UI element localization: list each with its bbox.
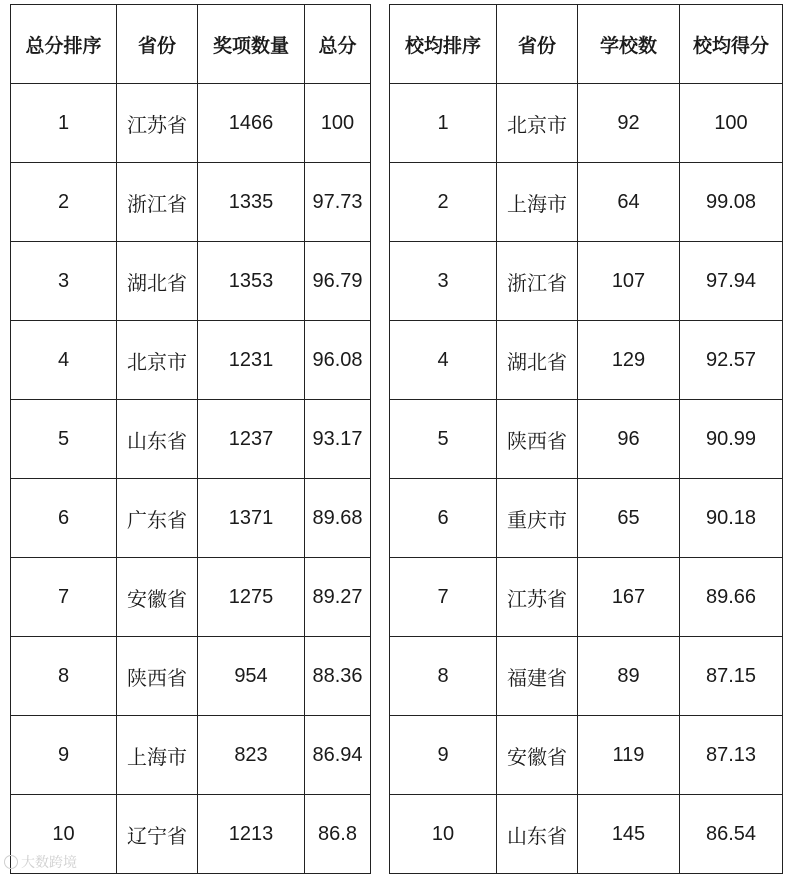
table-row (11, 637, 371, 716)
province-cell: 江苏省 (117, 84, 198, 163)
table-row (390, 242, 783, 321)
watermark-text: 大数跨境 (21, 855, 77, 871)
school-count-cell: 96 (578, 400, 680, 479)
award-count-cell: 1213 (198, 795, 305, 874)
average-score-cell: 86.54 (680, 795, 783, 874)
province-cell: 山东省 (117, 400, 198, 479)
school-count-cell: 89 (578, 637, 680, 716)
rank-cell: 6 (11, 479, 117, 558)
province-cell: 安徽省 (497, 716, 578, 795)
total-score-ranking-table (10, 4, 371, 874)
rank-cell: 1 (390, 84, 497, 163)
rank-cell: 4 (11, 321, 117, 400)
header-average-rank: 校均排序 (390, 5, 497, 84)
rank-cell: 1 (11, 84, 117, 163)
province-cell: 福建省 (497, 637, 578, 716)
table-header-row (11, 5, 371, 84)
watermark (4, 852, 77, 872)
school-count-cell: 119 (578, 716, 680, 795)
rank-cell: 7 (390, 558, 497, 637)
total-score-cell: 96.08 (305, 321, 371, 400)
total-score-cell: 86.8 (305, 795, 371, 874)
award-count-cell: 954 (198, 637, 305, 716)
school-count-cell: 167 (578, 558, 680, 637)
total-score-cell: 89.27 (305, 558, 371, 637)
award-count-cell: 1353 (198, 242, 305, 321)
award-count-cell: 1466 (198, 84, 305, 163)
table-row (11, 716, 371, 795)
per-school-ranking-table (389, 4, 783, 874)
average-score-cell: 97.94 (680, 242, 783, 321)
header-average-score: 校均得分 (680, 5, 783, 84)
average-score-cell: 87.13 (680, 716, 783, 795)
province-cell: 陕西省 (497, 400, 578, 479)
province-cell: 浙江省 (117, 163, 198, 242)
rank-cell: 8 (11, 637, 117, 716)
rank-cell: 9 (390, 716, 497, 795)
rank-cell: 5 (11, 400, 117, 479)
rank-cell: 8 (390, 637, 497, 716)
rank-cell: 10 (11, 795, 117, 874)
rank-cell: 9 (11, 716, 117, 795)
rank-cell: 4 (390, 321, 497, 400)
total-score-cell: 97.73 (305, 163, 371, 242)
school-count-cell: 92 (578, 84, 680, 163)
brand-logo-icon (4, 855, 18, 869)
table-row (390, 558, 783, 637)
average-score-cell: 100 (680, 84, 783, 163)
province-cell: 北京市 (117, 321, 198, 400)
province-cell: 重庆市 (497, 479, 578, 558)
table-row (390, 400, 783, 479)
header-award-count: 奖项数量 (198, 5, 305, 84)
table-row (390, 321, 783, 400)
total-score-cell: 86.94 (305, 716, 371, 795)
total-score-cell: 93.17 (305, 400, 371, 479)
province-cell: 江苏省 (497, 558, 578, 637)
header-province: 省份 (497, 5, 578, 84)
award-count-cell: 823 (198, 716, 305, 795)
header-province: 省份 (117, 5, 198, 84)
total-score-cell: 96.79 (305, 242, 371, 321)
school-count-cell: 129 (578, 321, 680, 400)
table-row (11, 321, 371, 400)
table-row (11, 163, 371, 242)
province-cell: 山东省 (497, 795, 578, 874)
table-row (390, 795, 783, 874)
award-count-cell: 1371 (198, 479, 305, 558)
award-count-cell: 1275 (198, 558, 305, 637)
school-count-cell: 65 (578, 479, 680, 558)
province-cell: 安徽省 (117, 558, 198, 637)
total-score-cell: 89.68 (305, 479, 371, 558)
rank-cell: 10 (390, 795, 497, 874)
table-row (390, 479, 783, 558)
total-score-cell: 100 (305, 84, 371, 163)
rank-cell: 2 (390, 163, 497, 242)
province-cell: 陕西省 (117, 637, 198, 716)
table-row (390, 637, 783, 716)
average-score-cell: 90.18 (680, 479, 783, 558)
rank-cell: 3 (11, 242, 117, 321)
header-school-count: 学校数 (578, 5, 680, 84)
rank-cell: 2 (11, 163, 117, 242)
province-cell: 湖北省 (117, 242, 198, 321)
table-row (390, 84, 783, 163)
table-row (390, 716, 783, 795)
province-cell: 上海市 (497, 163, 578, 242)
table-row (11, 400, 371, 479)
average-score-cell: 89.66 (680, 558, 783, 637)
header-total-rank: 总分排序 (11, 5, 117, 84)
province-cell: 上海市 (117, 716, 198, 795)
rank-cell: 7 (11, 558, 117, 637)
school-count-cell: 145 (578, 795, 680, 874)
average-score-cell: 90.99 (680, 400, 783, 479)
table-row (390, 163, 783, 242)
total-score-cell: 88.36 (305, 637, 371, 716)
award-count-cell: 1231 (198, 321, 305, 400)
table-header-row (390, 5, 783, 84)
average-score-cell: 87.15 (680, 637, 783, 716)
award-count-cell: 1237 (198, 400, 305, 479)
rank-cell: 6 (390, 479, 497, 558)
header-total-score: 总分 (305, 5, 371, 84)
province-cell: 广东省 (117, 479, 198, 558)
average-score-cell: 99.08 (680, 163, 783, 242)
table-row (11, 84, 371, 163)
table-row (11, 558, 371, 637)
rank-cell: 5 (390, 400, 497, 479)
province-cell: 湖北省 (497, 321, 578, 400)
rank-cell: 3 (390, 242, 497, 321)
school-count-cell: 64 (578, 163, 680, 242)
average-score-cell: 92.57 (680, 321, 783, 400)
table-row (11, 479, 371, 558)
province-cell: 北京市 (497, 84, 578, 163)
school-count-cell: 107 (578, 242, 680, 321)
province-cell: 浙江省 (497, 242, 578, 321)
province-cell: 辽宁省 (117, 795, 198, 874)
award-count-cell: 1335 (198, 163, 305, 242)
table-row (11, 242, 371, 321)
